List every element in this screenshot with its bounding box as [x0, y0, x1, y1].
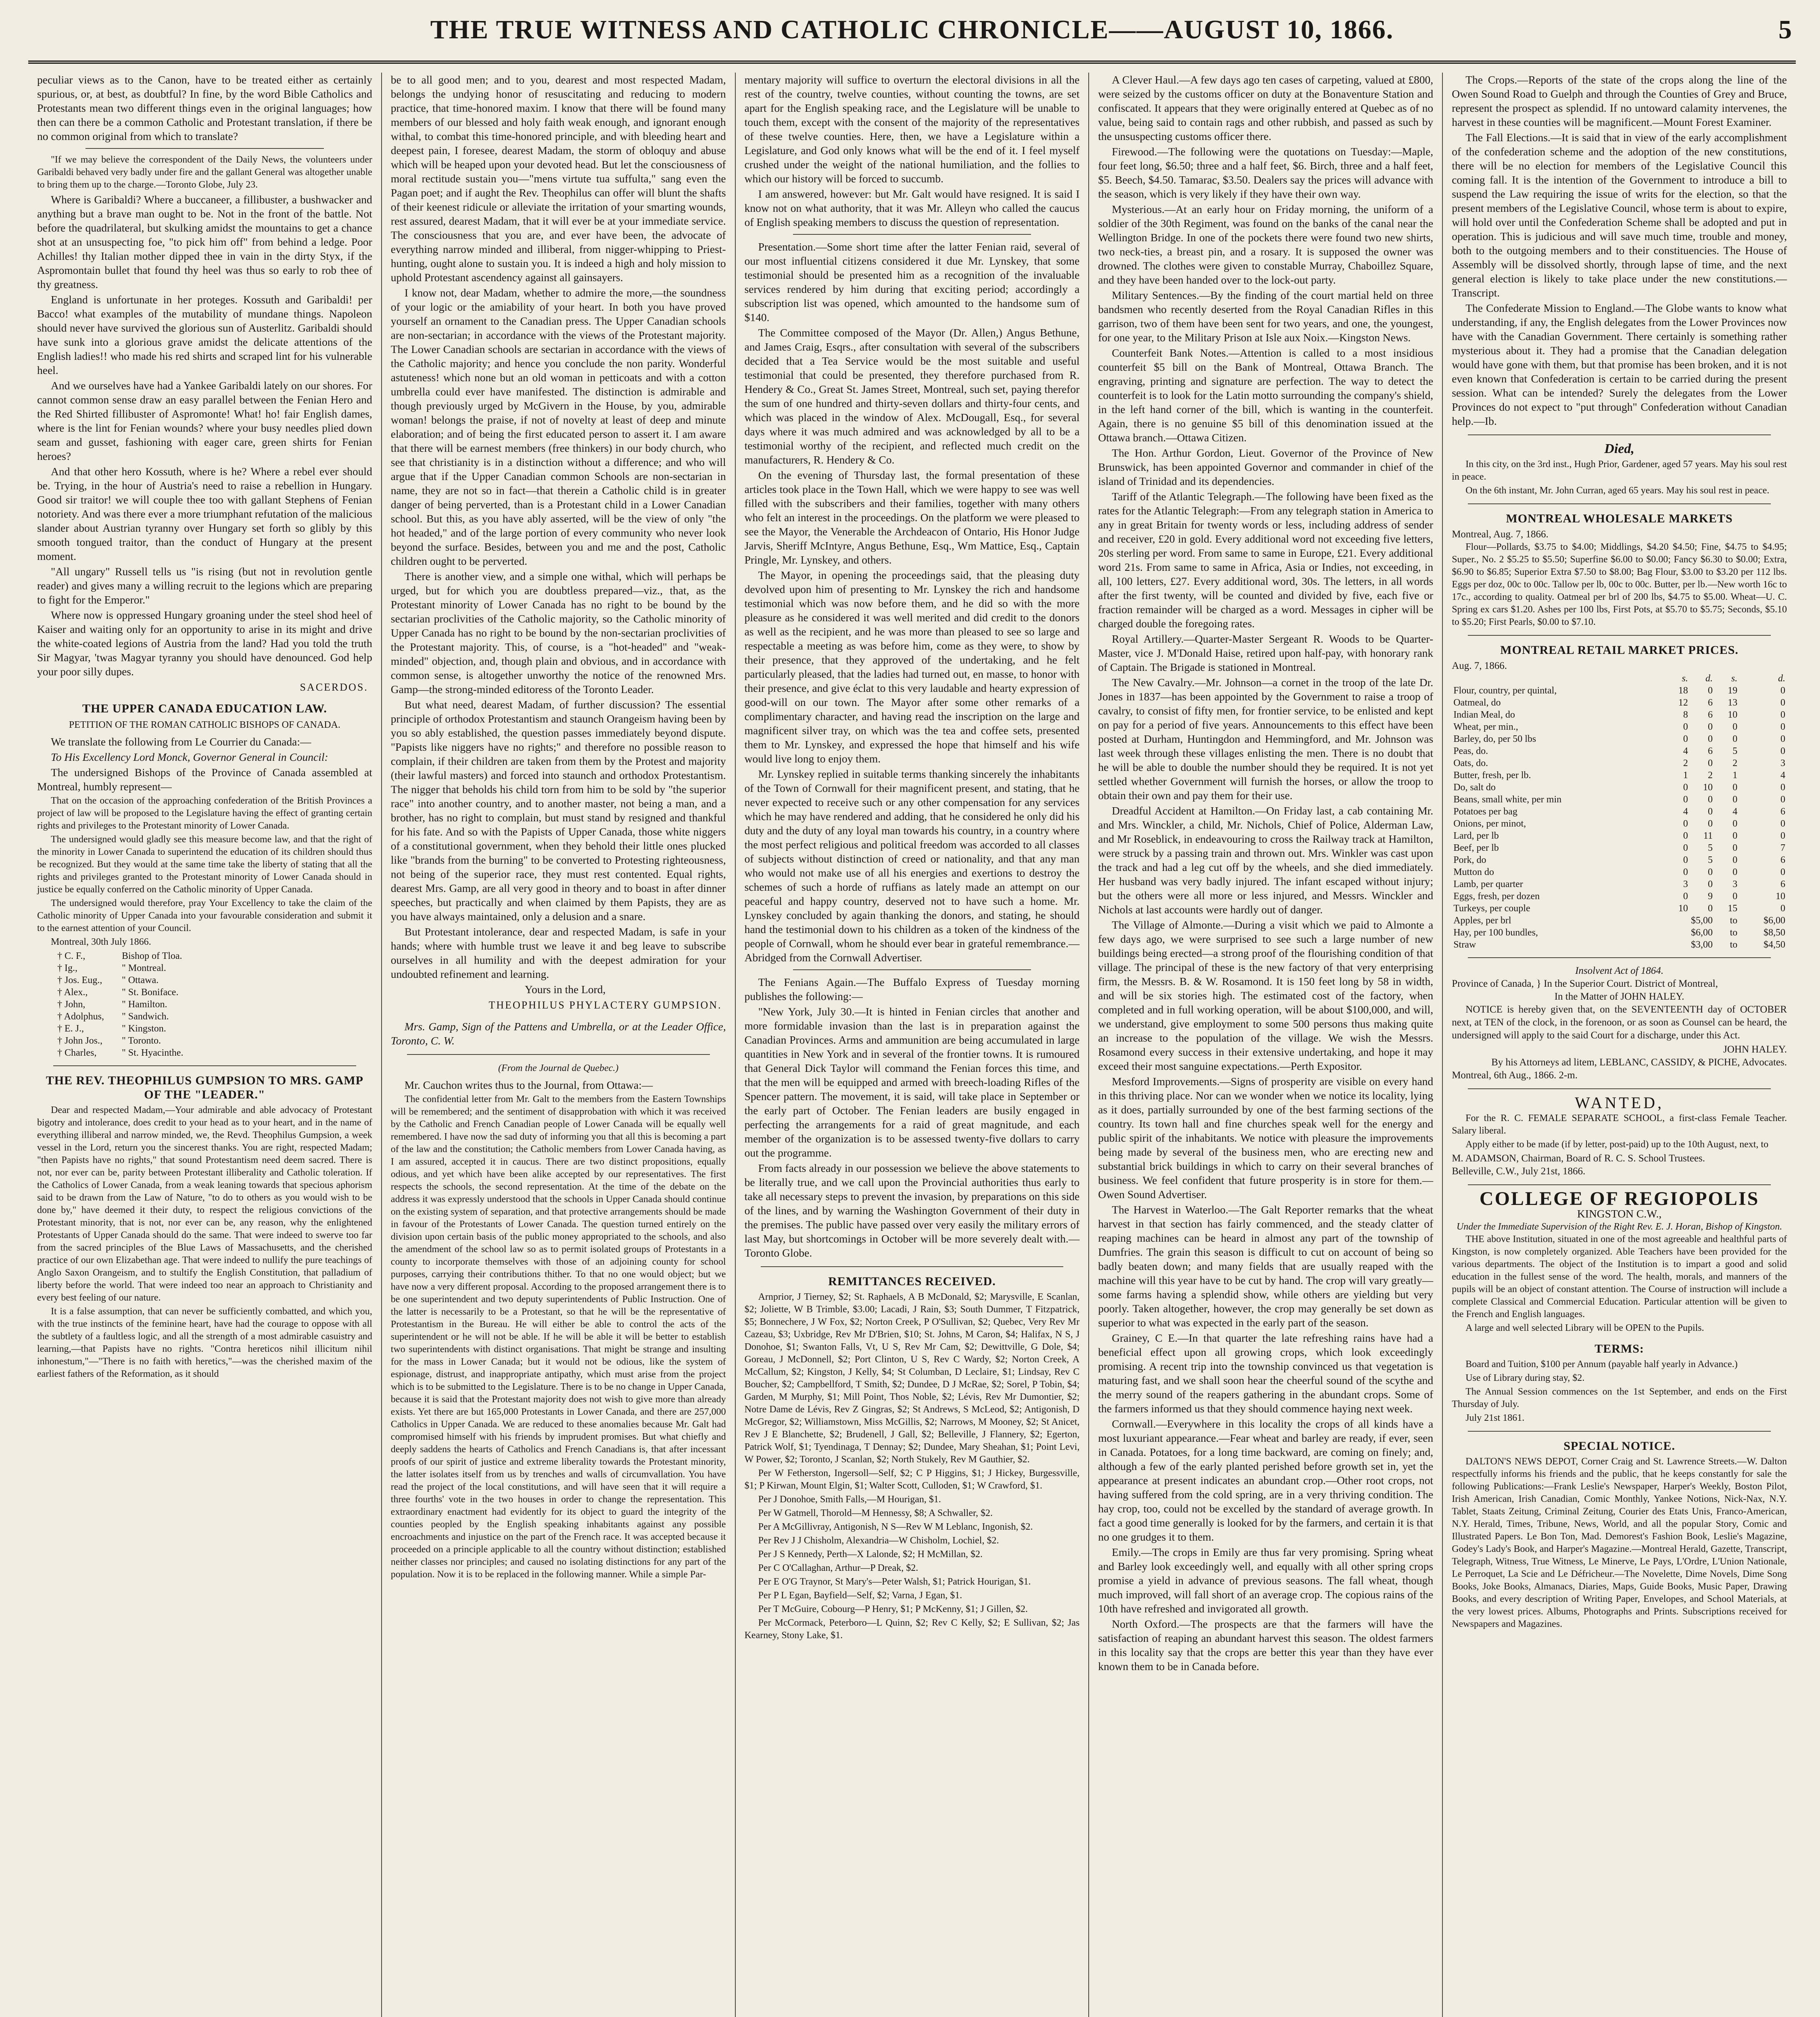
price-cell: 0	[1707, 806, 1713, 817]
price-cell: 0	[1780, 697, 1785, 708]
divider	[1468, 1431, 1771, 1432]
price-item: Hay, per 100 bundles,	[1453, 927, 1538, 938]
article-paragraph: That on the occasion of the approaching confederation of the British Provinces a project of law will be proposed to the Legislature having the effect of granting certain rights and privileges to the Protestant minority of Lower Canada.	[37, 796, 372, 831]
price-cell: 6	[1780, 855, 1785, 865]
price-cell: 13	[1728, 697, 1738, 708]
price-item: Wheat, per min.,	[1453, 722, 1518, 732]
article-paragraph: There is another view, and a simple one withal, which will perhaps be urged, but for which you are doubtless prepared—viz., that, as the Protestant minority of Lower Canada has no right to be bound by the sectarian proclivities of the Catholic majority, so the Catholic minority of Upper Canada has no right to be bound by the non-sectarian proclivities of the Protestant majority. This, of course, is a "hot-headed" and "weak-minded" objection, and, though plain and obvious, and in accordance with common sense, is altogether unworthy the notice of the renowned Mrs. Gamp—the strong-minded editoress of the Toronto Leader.	[390, 570, 726, 695]
article-source: (From the Journal de Quebec.)	[498, 1063, 619, 1073]
price-cell: 0	[1707, 722, 1713, 732]
news-item: The Fall Elections.—It is said that in view of the early accomplishment of the confederation scheme and the adoption of the new constitutions, there will be no election for members of the Legislative Council this coming fall. It is the intention of the Government to introduce a bill to suspend the Law requiring the issue of writs for the election, so that the present members of the Legislative Council, whose term is about to expire, will hold over until the Confederation Scheme shall be adopted and put in operation. This is judicious and will save much time, trouble and money, both to the outgoing members and to their constituencies. The House of Assembly will be dissolved shortly, through lapse of time, and the next general election is likely to take place under the new constitutions.—Transcript.	[1452, 131, 1787, 299]
price-cell: 0	[1732, 794, 1738, 805]
wanted-ad: Apply either to be made (if by letter, post-paid) up to the 10th August, next, to	[1465, 1139, 1769, 1150]
column-3	[736, 73, 1089, 2017]
price-cell: 1	[1683, 770, 1688, 781]
price-cell: 0	[1732, 843, 1738, 853]
retail-rows-dollars	[1452, 915, 1787, 951]
table-row	[1452, 721, 1787, 733]
market-date: Aug. 7, 1866.	[1452, 660, 1507, 671]
bishop-line: † Adolphus, " Sandwich.	[57, 1011, 169, 1022]
retail-price-table	[1452, 672, 1787, 951]
price-cell: 0	[1707, 758, 1713, 768]
price-item: Beef, per lb	[1453, 843, 1499, 853]
price-cell: 0	[1780, 710, 1785, 720]
market-date: Montreal, Aug. 7, 1866.	[1452, 529, 1549, 540]
price-cell: 0	[1683, 831, 1688, 841]
price-cell: 10	[1678, 903, 1688, 914]
price-cell: 0	[1707, 818, 1713, 829]
price-cell: 10	[1775, 891, 1785, 902]
price-cell: 0	[1780, 722, 1785, 732]
price-cell: 2	[1707, 770, 1713, 781]
remittance-entry: Per J Donohoe, Smith Falls,—M Hourigan, $1.	[758, 1494, 941, 1505]
price-cell: 4	[1683, 746, 1688, 756]
column-4	[1089, 73, 1443, 2017]
article-paragraph: But Protestant intolerance, dear and respected Madam, is safe in your hands; where with humble trust we leave it and beg leave to subscribe ourselves in all humility and with the deepest admiration for your undoubted refinement and learning.	[390, 925, 726, 980]
article-paragraph: be to all good men; and to you, dearest and most respected Madam, belongs the undying honor of resuscitating and reducing to modern practice, that time-honored maxim. I know that there will be found many members of our blessed and holy faith weak enough, and ignorant enough withal, to combat this time-honored principle, and with bleeding heart and deepest pain, I foresee, dearest Madam, the storm of obloquy and abuse which will be heaped upon your devoted head. But let the consciousness of moral rectitude sustain you—"mens virtute tua suffulta," sang even the Pagan poet; and if aught the Rev. Theophilus can offer will blunt the shafts of their keenest ridicule or alleviate the irritation of your smarting wounds, rest assured, dearest Madam, that it will ever be at your immediate service. The consciousness that you are, and ever have been, the advocate of everything narrow minded and illiberal, from nigger-whipping to Priest-hunting, ought alone to sustain you. It is indeed a high and holy mission to uphold Protestant ascendency against all gainsayers.	[390, 73, 726, 284]
price-cell: 6	[1780, 806, 1785, 817]
section-heading: THE REV. THEOPHILUS GUMPSION TO MRS. GAMP OF THE "LEADER."	[46, 1074, 364, 1101]
news-item: Grainey, C E.—In that quarter the late refreshing rains have had a beneficial effect upon all growing crops, which look exceedingly promising. A recent trip into the township convinced us that vegetation is maturing fast, and we shall soon hear the cheerful sound of the scythe and the merry sound of the reapers gathering in the abundant crops. Some of the farmers informed us that they should commence haying next week.	[1098, 1332, 1434, 1415]
remittance-entry: Per E O'G Traynor, St Mary's—Peter Walsh, $1; Patrick Hourigan, $1.	[758, 1576, 1031, 1587]
article-paragraph: Where is Garibaldi? Where a buccaneer, a fillibuster, a bushwacker and anything but a brave man ought to be. Not in the front of the battle. Not before the quadrilateral, but skulking amidst the mountains to get a chance shot at an unsuspecting foe, "to pick him off" from behind a ledge. Poor Achilles! thy Italian mother dipped thee in vain in the dirty Styx, if the Aspromontain bullet that found thy heel was thus so early to rob thee of thy greatness.	[37, 193, 372, 290]
bishops-list	[57, 950, 372, 1059]
price-cell: $4,50	[1763, 940, 1785, 950]
price-item: Do, salt do	[1453, 782, 1496, 793]
divider	[761, 1266, 1064, 1267]
price-item: Beans, small white, per min	[1453, 794, 1562, 805]
remittance-entry: Per Rev J J Chisholm, Alexandria—W Chisholm, Lochiel, $2.	[758, 1535, 999, 1546]
remittance-list: Arnprior, J Tierney, $2; St. Raphaels, A B McDonald, $2; Marysville, E Scanlan, $2; Joliette, W B Trimble, $3.00; Lacadi, J Rain, $3; South Dummer, T Fitzpatrick, $5; Bonnechere, J W Fox, $2; Norton Creek, P O'Sullivan, $2; Quebec, Very Rev Mr Cazeau, $3; Uxbridge, Rev Mr D'Brien, $10; St. Johns, M Caron, $4; Halifax, N S, J Donohoe, $1; Swanton Falls, Vt, U S, Rev Mr Cam, $2; Dewittville, G Dole, $4; Goreau, J McDonnell, $2; Port Clinton, U S, Rev C Wardy, $2; Norton Creek, A McCallum, $2; Kingston, J Kelly, $4; St Columban, D Leclaire, $1; Lindsay, Rev C Boucher, $2; Campbellford, T Smith, $2; Dundee, D J McRae, $2; Sorel, P Tobin, $4; Garden, M Murphy, $1; Mill Point, Thos Noble, $2; Lévis, Rev Mr Dumontier, $2; Notre Dame de Lévis, Rev Z Gingras, $2; St Andrews, S McLeod, $2; Antigonish, D McGregor, $2; Williamstown, Miss McGillis, $2; Narrows, M Mooney, $2; St Anicet, Rev J E Blanchette, $2; Brudenell, J Gall, $2; Belleville, J Flannery, $2; Egerton, Patrick Wolf, $1; Tyendinaga, T Dennay; $2; Dundee, Mary Sheahan, $1; Point Levi, W Power, $2; Toronto, J Scanlan, $2; North Stukely, Rev M Gauthier, $2.	[744, 1292, 1080, 1465]
terms-line: The Annual Session commences on the 1st September, and ends on the First Thursday of July.	[1452, 1386, 1787, 1409]
price-cell: 0	[1683, 782, 1688, 793]
price-item: Lard, per lb	[1453, 831, 1499, 841]
price-item: Oats, do.	[1453, 758, 1488, 768]
price-cell: 0	[1780, 794, 1785, 805]
retail-rows	[1452, 685, 1787, 915]
table-header: s. d. s. d.	[1682, 673, 1785, 684]
price-cell: 11	[1703, 831, 1713, 841]
price-item: Turkeys, per couple	[1453, 903, 1530, 914]
price-cell: 0	[1707, 879, 1713, 889]
table-row	[1452, 902, 1787, 915]
table-row	[1452, 927, 1787, 939]
bishop-line: † John Jos., " Toronto.	[57, 1036, 161, 1046]
article-paragraph: The Fenians Again.—The Buffalo Express of Tuesday morning publishes the following:—	[744, 976, 1080, 1002]
news-item: The Harvest in Waterloo.—The Galt Reporter remarks that the wheat harvest in that section has fairly commenced, and the steady clatter of reaping machines can be heard in almost any part of the township of Dumfries. The grain this season is difficult to cut on account of being so badly beaten down; and many fields that are usually reaped with the machine will this year have to be cut by hand. The crop will vary greatly—some farms having a splendid show, while others are yielding but very poorly. Taken altogether, however, the crop may generally be set down as superior to what was expected in the early part of the season.	[1098, 1203, 1434, 1329]
bishop-line: † John, " Hamilton.	[57, 999, 167, 1010]
price-cell: 6	[1707, 697, 1713, 708]
divider	[407, 1054, 710, 1055]
table-row	[1452, 939, 1787, 951]
article-paragraph: The undersigned would gladly see this measure become law, and that the right of the minority in Lower Canada to superintend the education of its children should thus be recognized. But they would at the same time take the liberty of stating that all the rights and privileges granted to the Protestant minority of Lower Canada should in justice be equally conferred on the Catholic minority of Upper Canada.	[37, 834, 372, 895]
price-cell: 0	[1732, 831, 1738, 841]
price-cell: 0	[1732, 734, 1738, 744]
price-cell: 0	[1780, 867, 1785, 877]
table-row	[1452, 757, 1787, 769]
article-paragraph: peculiar views as to the Canon, have to be treated either as certainly spurious, or, at best, as doubtful? In fine, by the word Bible Catholics and Protestants mean two different things even in the original languages; how then can there be a common Catholic and Protestant translation, if there be no common original from which to translate?	[37, 73, 372, 142]
section-heading: REMITTANCES RECEIVED.	[828, 1275, 996, 1288]
price-cell: 4	[1683, 806, 1688, 817]
bishop-line: † E. J., " Kingston.	[57, 1023, 166, 1034]
news-item: The Crops.—Reports of the state of the crops along the line of the Owen Sound Road to Guelph and through the Counties of Grey and Bruce, represent the prospect as splendid. If no untoward calamity intervenes, the harvest in these counties will be magnificent.—Mount Forest Examiner.	[1452, 73, 1787, 128]
remittance-entry: Per A McGillivray, Antigonish, N S—Rev W M Leblanc, Ingonish, $2.	[758, 1522, 1033, 1532]
news-item: The Village of Almonte.—During a visit which we paid to Almonte a few days ago, we were surprised to see such a large number of new buildings being erected—a strong proof of the flourishing condition of that village. The principal of these is the new factory of that very enterprising firm, the Messrs. B. & W. Rosamond. It is 150 feet long by 58 in width, and will be six stories high. The estimated cost of the factory, when completed and in full working operation, will be about $100,000, and will, we understand, give employment to some 500 persons thus making quite an increase to the population of the village. We wish the Messrs. Rosamond every success in their extensive undertaking, and hope it may exceed their most sanguine expectations.—Perth Expositor.	[1098, 919, 1434, 1072]
article-paragraph: "All ungary" Russell tells us "is rising (but not in revolution gentle reader) and gives many a willing recruit to the legions which are preparing to fight for the Emperor."	[37, 565, 372, 606]
college-subheading: Under the Immediate Supervision of the Right Rev. E. J. Horan, Bishop of Kingston.	[1456, 1221, 1782, 1232]
death-notice: On the 6th instant, Mr. John Curran, aged 65 years. May his soul rest in peace.	[1465, 485, 1770, 496]
article-paragraph: The undersigned Bishops of the Province of Canada assembled at Montreal, humbly represent—	[37, 766, 372, 793]
price-cell: 5	[1732, 746, 1738, 756]
remittance-entry: Per McCormack, Peterboro—L Quinn, $2; Rev C Kelly, $2; E Sullivan, $2; Jas Kearney, Stony Lake, $1.	[744, 1618, 1080, 1641]
price-cell: 3	[1780, 758, 1785, 768]
college-location: KINGSTON C.W.,	[1577, 1207, 1662, 1220]
price-cell: 4	[1732, 806, 1738, 817]
divider	[1468, 957, 1771, 958]
college-ad: THE above Institution, situated in one of the most agreeable and healthful parts of Kingston, is now completely organized. Able Teachers have been provided for the various departments. The object of the Institution is to impart a good and solid education in the fullest sense of the word. The health, morals, and manners of the pupils will be an object of constant attention. The Course of instruction will include a complete Classical and Commercial Education. Particular attention will be given to the French and English languages.	[1452, 1234, 1787, 1320]
price-item: Pork, do	[1453, 855, 1486, 865]
news-item: Counterfeit Bank Notes.—Attention is called to a most insidious counterfeit $5 bill on the Bank of Montreal, Ottawa Branch. The engraving, printing and signature are perfection. The way to detect the counterfeit is to look for the Latin motto surrounding the company's shield, in the left hand corner of the bill, which is wanting in the counterfeit. Again, there is no genuine $5 bill of this denomination issued at the Ottawa branch.—Ottawa Citizen.	[1098, 347, 1434, 444]
price-item: Flour, country, per quintal,	[1453, 685, 1557, 696]
death-notice: In this city, on the 3rd inst., Hugh Prior, Gardener, aged 57 years. May his soul rest in peace.	[1452, 459, 1787, 482]
news-item: Royal Artillery.—Quarter-Master Sergeant R. Woods to be Quarter-Master, vice J. M'Donald Haise, retired upon half-pay, with honorary rank of Captain. The Brigade is stationed in Montreal.	[1098, 633, 1434, 673]
price-cell: 0	[1732, 855, 1738, 865]
price-cell: 0	[1683, 818, 1688, 829]
price-cell: 3	[1732, 879, 1738, 889]
table-row	[1452, 733, 1787, 745]
article-paragraph: The Mayor, in opening the proceedings said, that the pleasing duty devolved upon him of presenting to Mr. Lynskey the rich and handsome testimonial which was now before them, and he did so with the more pleasure as he considered it was well merited and did credit to the donors as well as the recipient, and he was more than pleased to see so large and respectable a meeting as was before him, come as they were, to show by their presence, that they approved of the undertaking, and he felt particularly pleased, that the ladies had turned out, en masse, to honor with their presence, and give éclat to this very laudable and hearty expression of good-will on our town. The Mayor after some other remarks of a complimentary character, and having read the inscription on the large and magnificent silver tray, on which was the tea and coffee sets, presented them to Mr. Lynskey, and expressed the hope that himself and his wife would live long to enjoy them.	[744, 569, 1080, 765]
price-cell: 2	[1683, 758, 1688, 768]
price-cell: 0	[1780, 818, 1785, 829]
price-cell: 0	[1732, 722, 1738, 732]
notice-heading: SPECIAL NOTICE.	[1563, 1439, 1675, 1453]
remittance-entry: Per W Gatmell, Thorold—M Hennessy, $8; A Schwaller, $2.	[758, 1508, 993, 1518]
masthead	[28, 12, 1796, 64]
college-heading: COLLEGE OF REGIOPOLIS	[1479, 1188, 1759, 1209]
table-row	[1452, 709, 1787, 721]
table-row	[1452, 818, 1787, 830]
news-item: Tariff of the Atlantic Telegraph.—The following have been fixed as the rates for the Atlantic Telegraph:—From any telegraph station in America to any in great Britain for twenty words or less, including address of sender and receiver, £20 in gold. Every additional word not exceeding five letters, 20s sterling per word. From same to same in Europe, £21. Every additional word 21s. From same to same in Africa, Asia or Indies, not exceeding, in all, 100 letters, £27. Every additional word, 30s. The letters, in all words after the first twenty, will be counted and divided by five, each five or fraction remainder will be charged as a word. Messages in cipher will be charged double the foregoing rates.	[1098, 490, 1434, 630]
college-ad: A large and well selected Library will be OPEN to the Pupils.	[1465, 1323, 1704, 1333]
price-cell: 0	[1780, 831, 1785, 841]
news-item: Dreadful Accident at Hamilton.—On Friday last, a cab containing Mr. and Mrs. Winckler, a child, Mr. Nichols, Chief of Police, Alderman Law, and Mr Roseblick, in endeavouring to cross the Railway track at Hamilton, were struck by a passing train and thrown out. Mrs. Winkler was cast upon the track and had a leg cut off by the wheels, and she died immediately. Her husband was very badly injured. The infant escaped without injury; but the others were all more or less injured, and Messrs. Winckler and Nichols at last accounts were hardly out of danger.	[1098, 804, 1434, 916]
notice-ad: DALTON'S NEWS DEPOT, Corner Craig and St. Lawrence Streets.—W. Dalton respectfully informs his friends and the public, that he keeps constantly for sale the following Publications:—Frank Leslie's Newspaper, Harper's Weekly, Boston Pilot, Irish American, Irish Canadian, Comic Monthly, Yankee Notions, Nick-Nax, N.Y. Tablet, Staats Zeitung, Criminal Zeitung, Courier des Etats Unis, Franco-American, N.Y. Herald, Times, Tribune, News, World, and all the popular Story, Comic and Illustrated Papers. Le Bon Ton, Mad. Demorest's Fashion Book, Leslie's Magazine, Godey's Lady's Book, and Harper's Magazine.—Montreal Herald, Gazette, Transcript, Telegraph, Witness, True Witness, Le Minerve, Le Pays, L'Ordre, L'Union Nationale, Le Perroquet, La Scie and Le Défricheur.—The Novelette, Dime Novels, Dime Song Books, Joke Books, Almanacs, Diaries, Maps, Guide Books, Music Paper, Drawing Books, and every description of Writing Paper, Envelopes, and School Materials, at the very lowest prices. Albums, Photographs and Prints. Subscriptions received for Newspapers and Magazines.	[1452, 1456, 1787, 1629]
price-item: Straw	[1453, 940, 1476, 950]
wanted-heading: WANTED,	[1575, 1094, 1664, 1112]
article-paragraph: The Committee composed of the Mayor (Dr. Allen,) Angus Bethune, and James Craig, Esqrs., after consultation with several of the subscribers decided that a Tea Service would be the most suitable and useful testimonial that could be presented, they therefore purchased from R. Hendery & Co., Great St. James Street, Montreal, such set, paying therefor the sum of one hundred and thirty-seven dollars and thirty-four cents, and which was placed in the window of Alex. McDougall, Esq., for several days where it was much admired and was acknowledged by all to be a testimonial worthy of the recipient, and reflected much credit on the manufacturers, R. Hendery & Co.	[744, 326, 1080, 466]
price-cell: 10	[1703, 782, 1713, 793]
price-cell: 0	[1707, 685, 1713, 696]
price-cell: 0	[1683, 794, 1688, 805]
terms-line: Board and Tuition, $100 per Annum (payable half yearly in Advance.)	[1465, 1359, 1738, 1370]
article-paragraph: I know not, dear Madam, whether to admire the more,—the soundness of your logic or the amiability of your heart. In both you have proved yourself an ornament to the Canadian press. The Upper Canadian schools are non-sectarian; in accordance with the views of the Protestant majority. The Lower Canadian schools are sectarian in accordance with the views of the Catholic majority; and hence you conclude the non parity. Wonderful astuteness! which none but an old woman in petticoats and with a cotton umbrella could ever have manifested. The distinction is admirable and though previously urged by McGivern in the House, by you, admirable woman! belongs the praise, if not of novelty at least of deep and minute elaboration; and of being the first educated person to assert it. I am aware that there will be earnest members (free thinkers) in our body church, who see that christianity is in a distinction without a difference; and who will argue that if the Upper Canadian common Schools are non-sectarian in name, they are not so in fact—that therein a Catholic child is in greater danger of being perverted, than is a Protestant child in a Lower Canadian school. But this, as you have ably asserted, will be the view of only "the hot headed," and of the large portion of every community who never look beyond the surface. Besides, between you and me and the post, Catholic children ought to be perverted.	[390, 286, 726, 567]
article-paragraph: The undersigned would therefore, pray Your Excellency to take the claim of the Catholic minority of Upper Canada into your favourable consideration and submit it to the earnest attention of your Council.	[37, 898, 372, 933]
price-cell: 12	[1678, 697, 1688, 708]
article-signature: SACERDOS.	[300, 681, 368, 693]
table-row	[1452, 878, 1787, 890]
price-cell: 0	[1683, 891, 1688, 902]
price-cell: 18	[1678, 685, 1688, 696]
price-cell: 8	[1683, 710, 1688, 720]
table-row	[1452, 915, 1787, 927]
letter-closing: Yours in the Lord,	[524, 983, 606, 996]
price-item: Potatoes per bag	[1453, 806, 1517, 817]
bishop-line: † Jos. Eug., " Ottawa.	[57, 975, 159, 986]
table-row	[1452, 781, 1787, 793]
price-cell: 0	[1683, 734, 1688, 744]
price-cell: 1	[1732, 770, 1738, 781]
news-item: Mesford Improvements.—Signs of prosperity are visible on every hand in this thriving place. Nor can we wonder when we notice its locality, lying as it does, partially surrounded by one of the best farming sections of the country. Its town hall and fine churches speak well for the energy and public spirit of the inhabitants. We notice with pleasure the improvements being made by several of the business men, who are erecting new and substantial brick buildings in which to carry on their several branches of business. We feel confident that future prosperity is in store for them.—Owen Sound Advertiser.	[1098, 1075, 1434, 1201]
remittance-entry: Per P L Egan, Bayfield—Self, $2; Varna, J Egan, $1.	[758, 1590, 962, 1601]
table-row	[1452, 806, 1787, 818]
bishop-line: † Alex., " St. Boniface.	[57, 987, 179, 998]
table-row	[1452, 842, 1787, 854]
news-item: Mysterious.—At an early hour on Friday morning, the uniform of a soldier of the 30th Regiment, was found on the banks of the canal near the Wellington Bridge. In one of the pockets there were found two new shirts, two neck-ties, a breast pin, and a rosary. It is supposed the owner was drowned. The clothes were given to constable Murray, Chaboillez Square, and they have been handed over to the lock-out party.	[1098, 203, 1434, 286]
price-item: Indian Meal, do	[1453, 710, 1515, 720]
article-paragraph: Mr. Cauchon writes thus to the Journal, from Ottawa:—	[404, 1079, 653, 1091]
price-cell: $6,00	[1691, 927, 1713, 938]
news-item: Emily.—The crops in Emily are thus far very promising. Spring wheat and Barley look exceedingly well, and equally with all other spring crops promise a yield in advance of previous seasons. The fall wheat, though much improved, will fall short of an average crop. The copious rains of the 10th have refreshed and invigorated all growth.	[1098, 1546, 1434, 1615]
price-cell: 4	[1780, 770, 1785, 781]
price-cell: 0	[1780, 782, 1785, 793]
market-heading: MONTREAL WHOLESALE MARKETS	[1506, 512, 1733, 525]
price-cell: 9	[1707, 891, 1713, 902]
table-row	[1452, 793, 1787, 806]
newspaper-title: THE TRUE WITNESS AND CATHOLIC CHRONICLE——AUGUST 10, 1866.	[430, 15, 1394, 44]
price-item: Apples, per brl	[1453, 915, 1511, 926]
market-heading: MONTREAL RETAIL MARKET PRICES.	[1500, 643, 1739, 657]
price-cell: to	[1730, 940, 1738, 950]
divider	[53, 1065, 356, 1066]
bishop-line: † Charles, " St. Hyacinthe.	[57, 1048, 184, 1058]
divider	[1468, 434, 1771, 435]
price-cell: 0	[1732, 891, 1738, 902]
price-cell: 0	[1780, 746, 1785, 756]
price-cell: $6,00	[1763, 915, 1785, 926]
section-heading: THE UPPER CANADA EDUCATION LAW.	[82, 702, 327, 715]
price-cell: 2	[1732, 758, 1738, 768]
column-5	[1443, 73, 1796, 2017]
article-paragraph: It is a false assumption, that can never be sufficiently combatted, and which you, with the true instincts of the feminine heart, have had the courage to oppose with all the subtlety of a faultless logic, and all the strength of a most admirable casuistry and learning,—that Papists have no rights. "Contra hereticos nihil illicitum nihil inhonestum,"—"There is no faith with heretics,"—was the cherished maxim of the earliest fathers of the Reformation, as it should	[37, 1306, 372, 1379]
price-cell: 5	[1707, 855, 1713, 865]
remittance-entry: Per J S Kennedy, Perth—X Lalonde, $2; H McMillan, $2.	[758, 1549, 983, 1560]
price-cell: 0	[1707, 903, 1713, 914]
price-cell: 0	[1683, 843, 1688, 853]
wanted-ad: For the R. C. FEMALE SEPARATE SCHOOL, a first-class Female Teacher. Salary liberal.	[1452, 1113, 1787, 1136]
divider	[1468, 503, 1771, 504]
price-cell: 0	[1683, 722, 1688, 732]
price-cell: 6	[1780, 879, 1785, 889]
article-paragraph: Where now is oppressed Hungary groaning under the steel shod heel of Kaiser and waiting only for an opportunity to arise in its might and drive the white-coated legions of Austria from the land? Had you told the truth Sir Magyar, 'twas Magyar tyranny you should have denounced. God help your poor silly dupes.	[37, 609, 372, 678]
price-cell: 0	[1683, 867, 1688, 877]
price-item: Eggs, fresh, per dozen	[1453, 891, 1540, 902]
article-paragraph: From facts already in our possession we believe the above statements to be literally true, and we call upon the Provincial authorities thus early to take all necessary steps to prevent the invasion, by preparations on this side of the lines, and by warning the Washington Government of their duty in the premises. The public have passed over very easily the military errors of last May, but shortcomings in October will be more severely dealt with.—Toronto Globe.	[744, 1162, 1080, 1259]
price-cell: 15	[1728, 903, 1738, 914]
price-item: Mutton do	[1453, 867, 1494, 877]
article-paragraph: Mr. Lynskey replied in suitable terms thanking sincerely the inhabitants of the Town of Cornwall for their magnificent present, and stating, that he never expected to receive such or any other compensation for any services which he may have rendered and adding, that he considered he only did his duty and the duty of any loyal man towards his country, in a country where the most perfect religious and political freedom was accorded to all classes of subjects without distinction of creed or nationality, and that any man who would not make use of all his energies and exertions to destroy the schemes of such a horde of ruffians as lately made an attempt on our peaceful and happy country, deserved not to have such a home. Mr. Lynskey concluded by again thanking the donors, and stating, he should hand the testimonial down to his children as a token of the kindness of the people of Cornwall, whom he should ever bear in grateful remembrance.—Abridged from the Cornwall Advertiser.	[744, 768, 1080, 964]
article-paragraph: Presentation.—Some short time after the latter Fenian raid, several of our most influential citizens considered it due Mr. Lynskey, that some testimonial should be presented him as a recognition of the invaluable services rendered by him during that exciting period; accordingly a subscription list was opened, which amounted to the handsome sum of $140.	[744, 240, 1080, 324]
wanted-date: Belleville, C.W., July 21st, 1866.	[1452, 1166, 1586, 1177]
article-paragraph: I am answered, however: but Mr. Galt would have resigned. It is said I know not on what authority, that it was Mr. Alleyn who called the caucus of English speaking members to discuss the question of representation.	[744, 188, 1080, 228]
letter-address: Mrs. Gamp, Sign of the Pattens and Umbrella, or at the Leader Office, Toronto, C. W.	[390, 1020, 726, 1047]
news-item: The New Cavalry.—Mr. Johnson—a cornet in the troop of the late Dr. Jones in 1837—has been appointed by the Government to raise a troop of cavalry, to consist of fifty men, for frontier service, to be enlisted and kept on pay for a period of five years. Announcements to this effect have been posted at Durham, Huntingdon and Hemmingford, and Mr. Johnson was last week through these villages enlisting the men. There is no doubt that he will be able to double the number should they be required. It is not yet settled whether Government will furnish the horses, or allow the troop to obtain their own and pay them for their use.	[1098, 676, 1434, 802]
table-row	[1452, 866, 1787, 878]
price-cell: 7	[1780, 843, 1785, 853]
table-row	[1452, 685, 1787, 697]
column-2	[382, 73, 736, 2017]
divider	[1468, 1184, 1771, 1185]
article-dateline: Montreal, 30th July 1866.	[51, 937, 151, 947]
table-row	[1452, 854, 1787, 866]
price-cell: 0	[1707, 734, 1713, 744]
divider	[793, 969, 1031, 970]
article-paragraph: And we ourselves have had a Yankee Garibaldi lately on our shores. For cannot common sense draw an easy parallel between the Fenian Hero and the Red Shirted fillibuster of Aspromonte! What! ho! fair English dames, where is the lint for Fenian wounds? where your busy needles plied down seam and gusset, fashioning with eager care, green shirts for Fenian heroes?	[37, 379, 372, 462]
columns	[28, 64, 1796, 2017]
price-cell: to	[1730, 915, 1738, 926]
price-cell: 0	[1732, 867, 1738, 877]
price-item: Butter, fresh, per lb.	[1453, 770, 1531, 781]
article-paragraph: The confidential letter from Mr. Galt to the members from the Eastern Townships will be remembered; and the sentiment of disapprobation with which it was received by the Catholic and French Canadian people of Lower Canada will be equally well remembered. I have now the sad duty of informing you that all this is becoming a part of the law and the constitution; the Catholic members from Lower Canada having, as I am assured, accepted it in caucus. There are two distinct propositions, equally odious, and yet which have been alike accepted by our representatives. The first respects the schools, the second representation. At the time of the debate on the address it was expressly understood that the schools in Upper Canada should continue on the existing system of separation, and that protective arrangements should be made in favour of the Protestants of Lower Canada. The question turned entirely on the division upon certain basis of the public money appropriated to the schools, and also the amendment of the school law so as to permit isolated groups of Protestants in a county to incorporate themselves with those of an adjoining county for school purposes, carrying their contributions thither. To that no one would object; but we have now a very different proposal. According to the proposed arrangement there is to be one superintendent and two deputy superintendents of Public Instruction. One of the latter is necessarily to be a Protestant, so that he will be the representative of Protestantism in the Bureau. He will either be able to control the acts of the superintendent or he will not be able. If he will be able it will be better to establish two superintendents with distinct organisations. That might be strange and insulting for the mass in Lower Canada; but it would not be odious, like the system of espionage, distrust, and inappropriate antipathy, which must arise from the project which is to be submitted to the Legislature. There is to be no change in Upper Canada, because it is said that the Protestant majority does not wish to give more than already exists. Yet there are but 165,000 Protestants in Lower Canada, and there are 257,000 Catholics in Upper Canada. We are reduced to these anomalies because Mr. Galt had compromised himself with his friends by imprudent promises. But what chiefly and deeply saddens the hearts of Catholics and French Canadians is, that after incessant proofs of our spirit of justice and extreme liberality towards the Protestant minority, the latter isolates itself from us by trenches and walls of circumvallation. You have read the project of the local constitutions, and will have seen that it will require a three fourths' vote in the two houses in order to change the representation. This extraordinary enactment had evidently for its object to guard the integrity of the counties peopled by the English speaking inhabitants against any possible encroachments and injustice on the part of the French race. It was accepted because it proceeded on a principle applicable to all the country without distinction; established neither classes nor principles; and caused no isolating distinctions for any part of the population. Now it is to be replaced in the following manner. While a simple Par-	[390, 1094, 726, 1580]
table-row	[1452, 830, 1787, 842]
article-paragraph: We translate the following from Le Courrier du Canada:—	[51, 735, 311, 748]
letter-signature: THEOPHILUS PHYLACTERY GUMPSION.	[488, 999, 722, 1011]
divider	[86, 148, 324, 149]
divider	[1468, 1088, 1771, 1089]
bishop-line: † C. F., Bishop of Tloa.	[57, 951, 182, 961]
price-cell: 0	[1707, 867, 1713, 877]
price-item: Peas, do.	[1453, 746, 1488, 756]
price-item: Lamb, per quarter	[1453, 879, 1523, 889]
price-cell: 0	[1732, 782, 1738, 793]
price-cell: 0	[1683, 855, 1688, 865]
news-item: Cornwall.—Everywhere in this locality the crops of all kinds have a most luxuriant appearance.—Fear wheat and barley are ready, if ever, seen in Canada. Potatoes, for a long time backward, are coming on finely; and, although a few of the early planted perished before growth set in, yet the appearance at present indicates an abundant crop.—Other root crops, not having suffered from the cold spring, are in a very thriving condition. The hay crop, too, could not be excelled by the standard of average growth. In fact a good time generally is looked for by the farmers, and certain it is that no one grudges it to them.	[1098, 1418, 1434, 1543]
price-cell: 6	[1707, 746, 1713, 756]
section-subheading: PETITION OF THE ROMAN CATHOLIC BISHOPS OF CANADA.	[69, 720, 340, 730]
news-item: Firewood.—The following were the quotations on Tuesday:—Maple, four feet long, $6.50; three and a half feet, $6. Birch, three and a half feet, $5. Beech, $4.50. Tamarac, $3.50. Dealers say the prices will advance with the season, which is very likely if they have their own way.	[1098, 145, 1434, 200]
page-number: 5	[1778, 15, 1792, 44]
remittance-entry: Per T McGuire, Cobourg—P Henry, $1; P McKenny, $1; J Gillen, $2.	[758, 1604, 1028, 1614]
article-paragraph: "New York, July 30.—It is hinted in Fenian circles that another and more formidable invasion than the last is in preparation against the Canadian Provinces. Arms and ammunition are being accumulated in large quantities in New York and in several of the frontier towns. It is rumoured that General Dick Taylor will command the Fenian forces this time, and that the men will be equipped and armed with breech-loading Rifles of the Spencer pattern. The movement, it is said, will take place in September or the early part of October. The Fenian leaders are busily engaged in perfecting the arrangements for a raid of great magnitude, and each member of the organization is to be assessed twenty-five dollars to carry out the programme.	[744, 1005, 1080, 1159]
divider	[793, 234, 1031, 235]
article-paragraph: And that other hero Kossuth, where is he? Where a rebel ever should be. Trying, in the hour of Austria's need to raise a rebellion in Hungary. Good sir traitor! we will couple thee too with gallant Stephens of Fenian notoriety. And was there ever a more triumphant refutation of the malicious slander about Austrian tyranny over Hungary set forth so glibly by this smooth tongued traitor, than the conduct of Hungary at the present moment.	[37, 465, 372, 562]
price-item: Oatmeal, do	[1453, 697, 1501, 708]
news-item: The Hon. Arthur Gordon, Lieut. Governor of the Province of New Brunswick, has been appointed Governor and commander in chief of the island of Trinidad and its dependencies.	[1098, 447, 1434, 487]
price-cell: $8,50	[1763, 927, 1785, 938]
news-item: North Oxford.—The prospects are that the farmers will have the satisfaction of reaping an abundant harvest this season. The oldest farmers in this locality say that the crops are better this year than they have ever known them to be in Canada before.	[1098, 1618, 1434, 1672]
price-cell: $5,00	[1691, 915, 1713, 926]
news-item: The Confederate Mission to England.—The Globe wants to know what understanding, if any, the English delegates from the Lower Provinces now have with the Canadian Government. There certainly is something rather mysterious about it. They had a promise that the Canadian delegation would have gone with them, but that promise has been broken, and it is not even known that Confederation is certain to be carried during the present session. What can be intended? Surely the delegates from the Lower Provinces do not expect to "put through" Confederation without Canadian help.—Ib.	[1452, 302, 1787, 427]
price-cell: to	[1730, 927, 1738, 938]
article-paragraph: But what need, dearest Madam, of further discussion? The essential principle of orthodox Protestantism and staunch Orangeism having been by you so ably established, the question passes immediately beyond dispute. "Papists like niggers have no rights;" and therefore no possible reason to complain, if their children are taken from them by the Protest and majority (their lawful masters) and forced into staunch and orthodox Protestantism. The nigger that beholds his child torn from him to be sold by "the superior race" into another country, and to another master, not being a man, and a brother, has no right to complain, but must stand by resigned and thankful for his fate. And so with the Papists of Upper Canada, those white niggers of a constitutional government, when they behold their little ones plucked like "brands from the burning" to be converted to Protesting righteousness, not being of the superior race, they must rest contented. Equal rights, dearest Mrs. Gamp, are all very good in theory and to boast in after dinner speeches, but practically and when claimed by them Papists, they are as you have always maintained, only a delusion and a snare.	[390, 698, 726, 923]
insolvency-notice: Insolvent Act of 1864. Province of Canada, } In the Superior Court. District of Montreal, In the Matter of JOHN HALEY. NOTICE is hereby given that, on the SEVENTEENTH day of OCTOBER next, at TEN of the clock, in the forenoon, or as soon as Counsel can be heard, the undersigned will apply to the said Court for a discharge, under this Act. JOHN HALEY. By his Attorneys ad litem, LEBLANC, CASSIDY, & PICHE, Advocates. Montreal, 6th Aug., 1866. 2-m.	[1452, 965, 1787, 1081]
table-row	[1452, 745, 1787, 757]
market-report: Flour—Pollards, $3.75 to $4.00; Middlings, $4.20 $4.50; Fine, $4.75 to $4.95; Super., No. 2 $5.25 to $5.50; Superfine $6.00 to $0.00; Fancy $6.30 to $0.00; Extra, $6.90 to $6.85; Superior Extra $7.50 to $8.00; Bag Flour, $3.00 to $3.20 per 112 lbs. Eggs per doz, 00c to 00c. Tallow per lb, 00c to 00c. Butter, per lb.—New worth 16c to 17c., according to quality. Oatmeal per brl of 200 lbs, $4.75 to $5.00. Wheat—U. C. Spring ex cars $1.20. Ashes per 100 lbs, First Pots, at $5.70 to $5.75; Seconds, $5.10 to $5.20; First Pearls, $0.00 to $7.10.	[1452, 542, 1787, 627]
price-cell: 0	[1780, 685, 1785, 696]
price-cell: 19	[1728, 685, 1738, 696]
price-cell: 6	[1707, 710, 1713, 720]
price-item: Barley, do, per 50 lbs	[1453, 734, 1536, 744]
table-row	[1452, 769, 1787, 781]
price-cell: 3	[1683, 879, 1688, 889]
price-cell: 0	[1707, 794, 1713, 805]
remittance-entry: Per W Fetherston, Ingersoll—Self, $2; C P Higgins, $1; J Hickey, Burgessville, $1; P Kirwan, Mount Elgin, $1; Walter Scott, Culloden, $1; W Crawford, $1.	[744, 1468, 1080, 1491]
price-cell: $3,00	[1691, 940, 1713, 950]
article-paragraph: On the evening of Thursday last, the formal presentation of these articles took place in the Town Hall, which we were happy to see was well filled with the subscribers and their families, together with many others who felt an interest in the proceedings. On the platform we were pleased to see the Mayor, the Venerable the Archdeacon of Ontario, His Honor Judge Jarvis, Sheriff McIntyre, Angus Bethune, Esq., Wm Mattice, Esq., Captain Pringle, Mr. Lynskey, and others.	[744, 469, 1080, 566]
price-cell: 10	[1728, 710, 1738, 720]
divider	[1468, 635, 1771, 636]
article-paragraph: To His Excellency Lord Monck, Governor General in Council:	[51, 751, 328, 763]
bishop-line: † Ig., " Montreal.	[57, 963, 166, 973]
price-item: Onions, per minot,	[1453, 818, 1526, 829]
article-paragraph: England is unfortunate in her proteges. Kossuth and Garibaldi! per Bacco! what examples of the mutability of mundane things. Napoleon should never have survived the glorious sun of Austerlitz. Garibaldi should have sunk into a glorious grave amidst the delicate attentions of the English ladies!! who made his red shirts and scraped lint for his vulnerable heel.	[37, 293, 372, 376]
price-cell: 0	[1732, 818, 1738, 829]
column-1	[28, 73, 382, 2017]
remittance-entry: Per C O'Callaghan, Arthur—P Dreak, $2.	[758, 1563, 918, 1573]
news-item: A Clever Haul.—A few days ago ten cases of carpeting, valued at £800, were seized by the customs officer on duty at the Bonaventure Station and confiscated. It appears that they were originally entered at Quebec as of no value, being said to contain rags and other rubbish, and passed as such by the unsuspecting customs officer there.	[1098, 73, 1434, 142]
deaths-heading: Died,	[1604, 441, 1634, 456]
terms-heading: TERMS:	[1595, 1342, 1644, 1355]
terms-line: Use of Library during stay, $2.	[1465, 1373, 1585, 1383]
wanted-signature: M. ADAMSON, Chairman, Board of R. C. S. School Trustees.	[1452, 1153, 1705, 1164]
article-quote: "If we may believe the correspondent of the Daily News, the volunteers under Garibaldi behaved very badly under fire and the gallant General was altogether unable to bring them up to the charge.—Toronto Globe, July 23.	[37, 155, 372, 190]
news-item: Military Sentences.—By the finding of the court martial held on three bandsmen who recently deserted from the Royal Canadian Rifles in this garrison, two of them have been sent for two years, and one, the youngest, for one year, to the Military Prison at Isle aux Noix.—Kingston News.	[1098, 289, 1434, 344]
price-cell: 0	[1780, 734, 1785, 744]
price-cell: 5	[1707, 843, 1713, 853]
table-row	[1452, 697, 1787, 709]
article-paragraph: mentary majority will suffice to overturn the electoral divisions in all the rest of the country, twelve counties, without counting the towns, are set apart for the English speaking race, and the Legislature will be unable to touch them, except with the consent of the majority of the representatives of these twelve counties. Here, then, we have a Legislature within a Legislature, and God only knows what will be the end of it. I feel myself crushed under the weight of the national humiliation, and the follies to which our history will be forced to succumb.	[744, 73, 1080, 185]
article-paragraph: Dear and respected Madam,—Your admirable and able advocacy of Protestant bigotry and intolerance, does credit to your head as to your heart, and in the name of everything illiberal and narrow minded, we, the Revd. Theophilus Gumpsion, a week vessel in the Lord, return you the sincerest thanks. You are right, respected Madam; "then Papists have no rights," that sound Protestantism need deem sacred. There is not, nor ever can be, parity between Protestant illiberality and Catholic toleration. If the Catholics of Lower Canada, from a weak leaning towards that specious aphorism said to be drawn from the Law of Nature, "to do to others as you would wish to be done by," have deemed it their duty, to respect the religious convictions of the Protestant minority, that is not, nor ever can be, any reason, why the enlightened Protestants of Upper Canada should do the same. That were indeed to swerve too far from the sacred principles of the Blue Laws of Massachusetts, and the cherished practice of our own Elizabethan age. That were indeed to nullify the pure teachings of Anglo Saxon Orangeism, and to stultify the English Constitution, that palladium of liberty before the world. That were indeed too near an approach to Christianity and every best feeling of our nature.	[37, 1105, 372, 1303]
terms-line: July 21st 1861.	[1465, 1413, 1525, 1423]
table-row	[1452, 890, 1787, 902]
price-cell: 0	[1780, 903, 1785, 914]
